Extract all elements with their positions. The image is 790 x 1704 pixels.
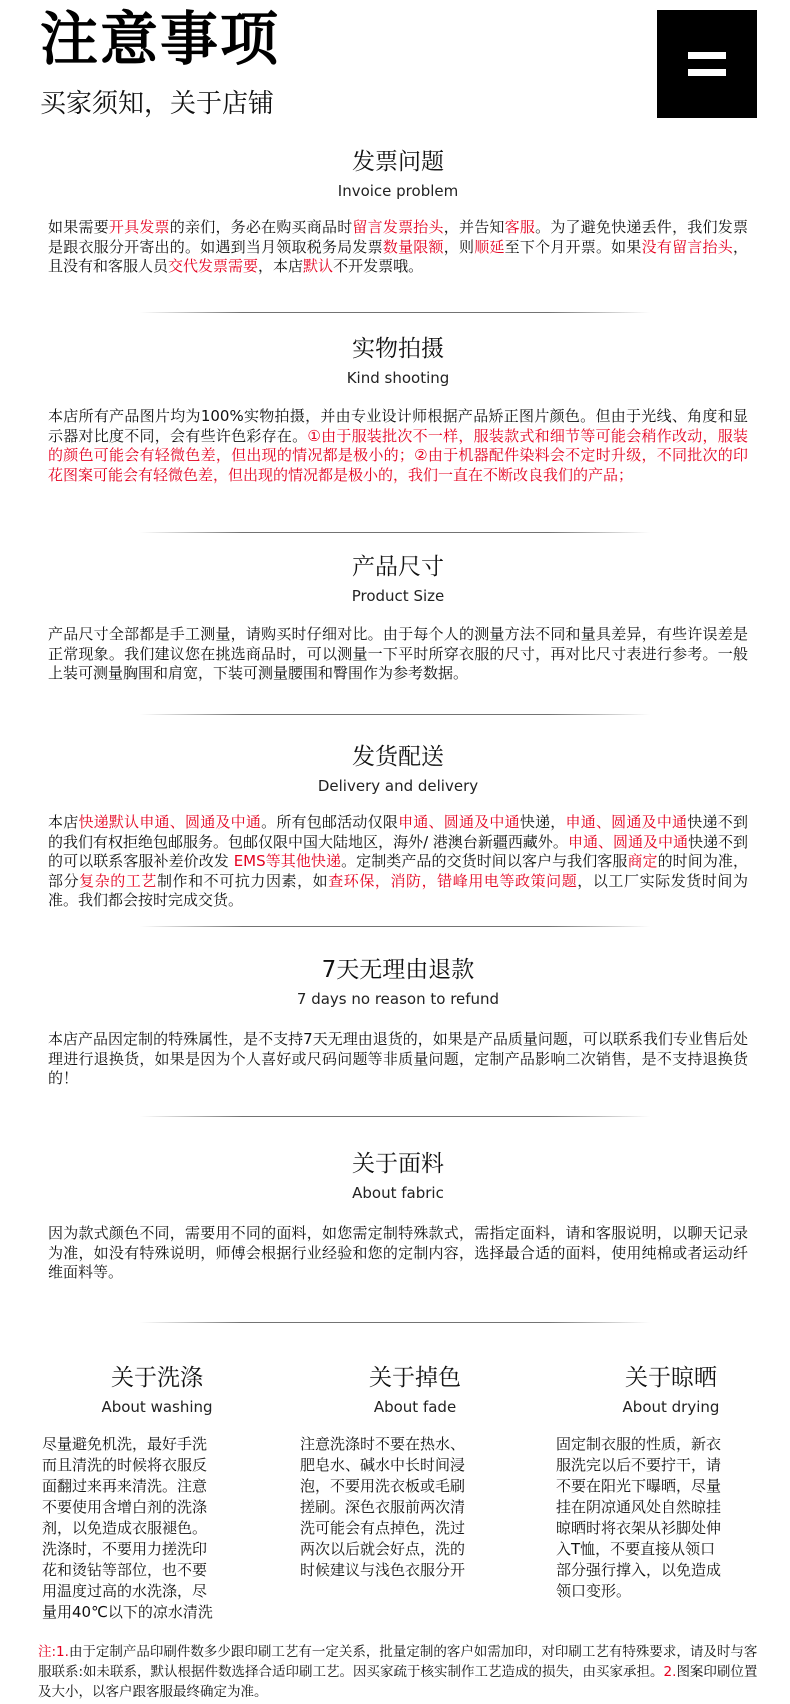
footnote bbox=[38, 1642, 758, 1702]
body-line: 服洗完以后不要拧干，请 bbox=[556, 1456, 722, 1474]
page-subtitle: 买家须知，关于店铺 bbox=[40, 89, 275, 119]
section-size bbox=[48, 551, 748, 684]
section-subtitle: Delivery and delivery bbox=[317, 777, 479, 795]
highlight-text: EMS等其他快递 bbox=[233, 852, 342, 870]
highlight-text: 快递默认申通、圆通及中通 bbox=[78, 813, 262, 831]
divider bbox=[140, 714, 650, 715]
section-title: 7天无理由退款 bbox=[321, 957, 475, 983]
section-body bbox=[48, 218, 748, 277]
divider bbox=[140, 1116, 650, 1117]
body-line: 洗可能会有点掉色，洗过 bbox=[300, 1519, 466, 1537]
body-line: 入T恤，不要直接从领口 bbox=[556, 1540, 716, 1558]
body-line: 尽量避免机洗，最好手洗 bbox=[42, 1435, 208, 1453]
highlight-text: 2. bbox=[663, 1664, 677, 1680]
body-text: ，且没有和客服人员 bbox=[48, 237, 748, 275]
body-text: 的时间为准，部分 bbox=[48, 852, 748, 890]
section-body bbox=[48, 1224, 748, 1283]
body-text: ，以工厂实际发货时间为准。我们都会按时完成交货。 bbox=[48, 871, 748, 909]
section-invoice bbox=[48, 146, 748, 277]
body-text: ，本店 bbox=[258, 257, 304, 275]
body-text: 图案印刷位置及大小，以客户跟客服最终确定为准。 bbox=[38, 1664, 758, 1700]
body-line: 注意洗涤时不要在热水、 bbox=[300, 1435, 466, 1453]
column-washing bbox=[42, 1362, 272, 1623]
section-body bbox=[48, 407, 748, 485]
column-drying bbox=[556, 1362, 786, 1602]
page-header bbox=[0, 0, 790, 140]
divider bbox=[140, 532, 650, 533]
section-subtitle: Product Size bbox=[351, 587, 445, 605]
body-line: 用温度过高的水洗涤，尽 bbox=[42, 1582, 208, 1600]
column-title: 关于洗涤 bbox=[111, 1365, 203, 1391]
highlight-text: 没有留言抬头 bbox=[641, 237, 733, 256]
body-line: 花和烫钻等部位，也不要 bbox=[42, 1561, 208, 1579]
divider bbox=[140, 1322, 650, 1323]
body-line: 晾晒时将衣架从衫脚处伸 bbox=[556, 1519, 722, 1537]
body-line: 洗涤时，不要用力搓洗印 bbox=[42, 1540, 208, 1558]
section-body bbox=[48, 813, 748, 911]
section-title: 产品尺寸 bbox=[352, 554, 444, 580]
body-text: ，则 bbox=[443, 237, 475, 256]
highlight-text: 顺延 bbox=[474, 237, 505, 256]
highlight-text: ①由于服装批次不一样，服装款式和细节等可能会稍作改动，服装的颜色可能会有轻微色差，但出现的情况都是极小的；②由于机器配件染料会不定时升级，不同批次的印花图案可能会有轻微色差，但出现的情况都是极小的，我们一直在不断改良我们的产品； bbox=[48, 426, 748, 484]
body-text: 产品尺寸全部都是手工测量，请购买时仔细对比。由于每个人的测量方法不同和量具差异，有些许误差是正常现象。我们建议您在挑选商品时，可以测量一下平时所穿衣服的尺寸，再对比尺寸表进行参考。一般上装可测量胸围和肩宽，下装可测量腰围和臀围作为参考数据。 bbox=[48, 625, 748, 682]
body-text: 本店 bbox=[48, 813, 79, 831]
column-subtitle: About drying bbox=[622, 1398, 720, 1416]
section-title: 关于面料 bbox=[352, 1151, 444, 1177]
body-line: 量用40℃以下的凉水清洗 bbox=[42, 1603, 213, 1621]
column-body bbox=[42, 1434, 272, 1623]
section-subtitle: Kind shooting bbox=[346, 369, 450, 387]
column-fade bbox=[300, 1362, 530, 1581]
highlight-text: 数量限额 bbox=[382, 237, 444, 256]
body-line: 部分强行撑入，以免造成 bbox=[556, 1561, 722, 1579]
body-text: 至下个月开票。如果 bbox=[504, 237, 642, 256]
page-title: 注意事项 bbox=[40, 5, 281, 73]
body-line: 面翻过来再来清洗。注意 bbox=[42, 1477, 208, 1495]
body-line: 剂，以免造成衣服褪色。 bbox=[42, 1519, 208, 1537]
body-text: 。为了避免快递丢件，我们发票是跟衣服分开寄出的。如遇到当月领取税务局发票 bbox=[48, 218, 748, 256]
body-text: 不开发票哦。 bbox=[333, 257, 424, 275]
divider bbox=[140, 926, 650, 927]
body-text: 快递， bbox=[519, 813, 566, 831]
highlight-text: 注:1. bbox=[38, 1644, 69, 1660]
body-line: 领口变形。 bbox=[556, 1582, 632, 1600]
body-text: 本店所有产品图片均为100%实物拍摄，并由专业设计师根据产品矫正图片颜色。但由于光线、角度和显示器对比度不同，会有些许色彩存在。 bbox=[48, 407, 748, 445]
section-body bbox=[48, 625, 748, 684]
body-text: 制作和不可抗力因素，如 bbox=[156, 871, 329, 890]
highlight-text: 交代发票需要 bbox=[168, 257, 259, 275]
body-text: 如果需要 bbox=[48, 218, 109, 236]
highlight-text: 申通、圆通及中通 bbox=[567, 832, 688, 851]
body-text: 快递不到的我们有权拒绝包邮服务。包邮仅限中国大陆地区，海外/ 港澳台新疆西藏外。 bbox=[48, 813, 748, 851]
body-line: 而且清洗的时候将衣服反 bbox=[42, 1456, 208, 1474]
highlight-text: 申通、圆通及中通 bbox=[565, 813, 688, 831]
body-text: ，并告知 bbox=[443, 218, 505, 236]
section-shooting bbox=[48, 333, 748, 485]
section-subtitle: About fabric bbox=[352, 1184, 444, 1202]
body-text: 。定制类产品的交货时间以客户与我们客服 bbox=[341, 852, 628, 870]
body-text: 因为款式颜色不同，需要用不同的面料，如您需定制特殊款式，需指定面料，请和客服说明，以聊天记录为准，如没有特殊说明，师傅会根据行业经验和您的定制内容，选择最合适的面料，使用纯棉或者运动纤维面料等。 bbox=[48, 1224, 748, 1281]
equals-icon bbox=[657, 10, 757, 118]
body-line: 固定制衣服的性质，新衣 bbox=[556, 1435, 722, 1453]
section-fabric bbox=[48, 1148, 748, 1283]
column-subtitle: About fade bbox=[373, 1398, 457, 1416]
body-line: 泡，不要用洗衣板或毛刷 bbox=[300, 1477, 466, 1495]
body-line: 不要使用含增白剂的洗涤 bbox=[42, 1498, 208, 1516]
body-line: 两次以后就会好点，洗的 bbox=[300, 1540, 466, 1558]
section-title: 发货配送 bbox=[352, 744, 444, 770]
section-title: 实物拍摄 bbox=[352, 336, 444, 362]
body-line: 肥皂水、碱水中长时间浸 bbox=[300, 1456, 466, 1474]
column-title: 关于掉色 bbox=[369, 1365, 461, 1391]
section-delivery bbox=[48, 741, 748, 911]
highlight-text: 申通、圆通及中通 bbox=[398, 813, 520, 831]
highlight-text: 留言发票抬头 bbox=[352, 218, 444, 236]
highlight-text: 默认 bbox=[303, 257, 334, 275]
body-line: 时候建议与浅色衣服分开 bbox=[300, 1561, 466, 1579]
section-refund bbox=[48, 954, 748, 1089]
highlight-text: 复杂的工艺 bbox=[79, 871, 157, 890]
divider bbox=[140, 312, 650, 313]
body-text: 的亲们，务必在购买商品时 bbox=[169, 218, 353, 236]
section-body bbox=[48, 1030, 748, 1089]
section-subtitle: 7 days no reason to refund bbox=[296, 990, 500, 1008]
section-title: 发票问题 bbox=[352, 149, 444, 175]
highlight-text: 开具发票 bbox=[108, 218, 170, 236]
highlight-text: 商定 bbox=[627, 852, 658, 870]
body-text: 由于定制产品印刷件数多少跟印刷工艺有一定关系，批量定制的客户如需加印，对印刷工艺有特殊要求，请及时与客服联系:如未联系，默认根据件数选择合适印刷工艺。因买家疏于核实制作工艺造成的损失，由买家承担。 bbox=[38, 1644, 758, 1680]
highlight-text: 查环保，消防，错峰用电等政策问题 bbox=[328, 871, 578, 890]
body-text: 本店产品因定制的特殊属性，是不支持7天无理由退货的，如果是产品质量问题，可以联系我们专业售后处理进行退换货，如果是因为个人喜好或尺码问题等非质量问题，定制产品影响二次销售，是不支持退换货的！ bbox=[48, 1030, 748, 1087]
highlight-text: 客服 bbox=[504, 218, 536, 236]
body-line: 不要在阳光下曝晒，尽量 bbox=[556, 1477, 722, 1495]
column-title: 关于晾晒 bbox=[625, 1365, 717, 1391]
column-subtitle: About washing bbox=[101, 1398, 213, 1416]
body-text: 快递不到的可以联系客服补差价改发 bbox=[48, 832, 748, 870]
column-body bbox=[556, 1434, 786, 1602]
column-body bbox=[300, 1434, 530, 1581]
section-subtitle: Invoice problem bbox=[337, 182, 459, 200]
body-text: 。所有包邮活动仅限 bbox=[261, 813, 399, 831]
body-line: 搓刷。深色衣服前两次清 bbox=[300, 1498, 466, 1516]
body-line: 挂在阴凉通风处自然晾挂 bbox=[556, 1498, 722, 1516]
